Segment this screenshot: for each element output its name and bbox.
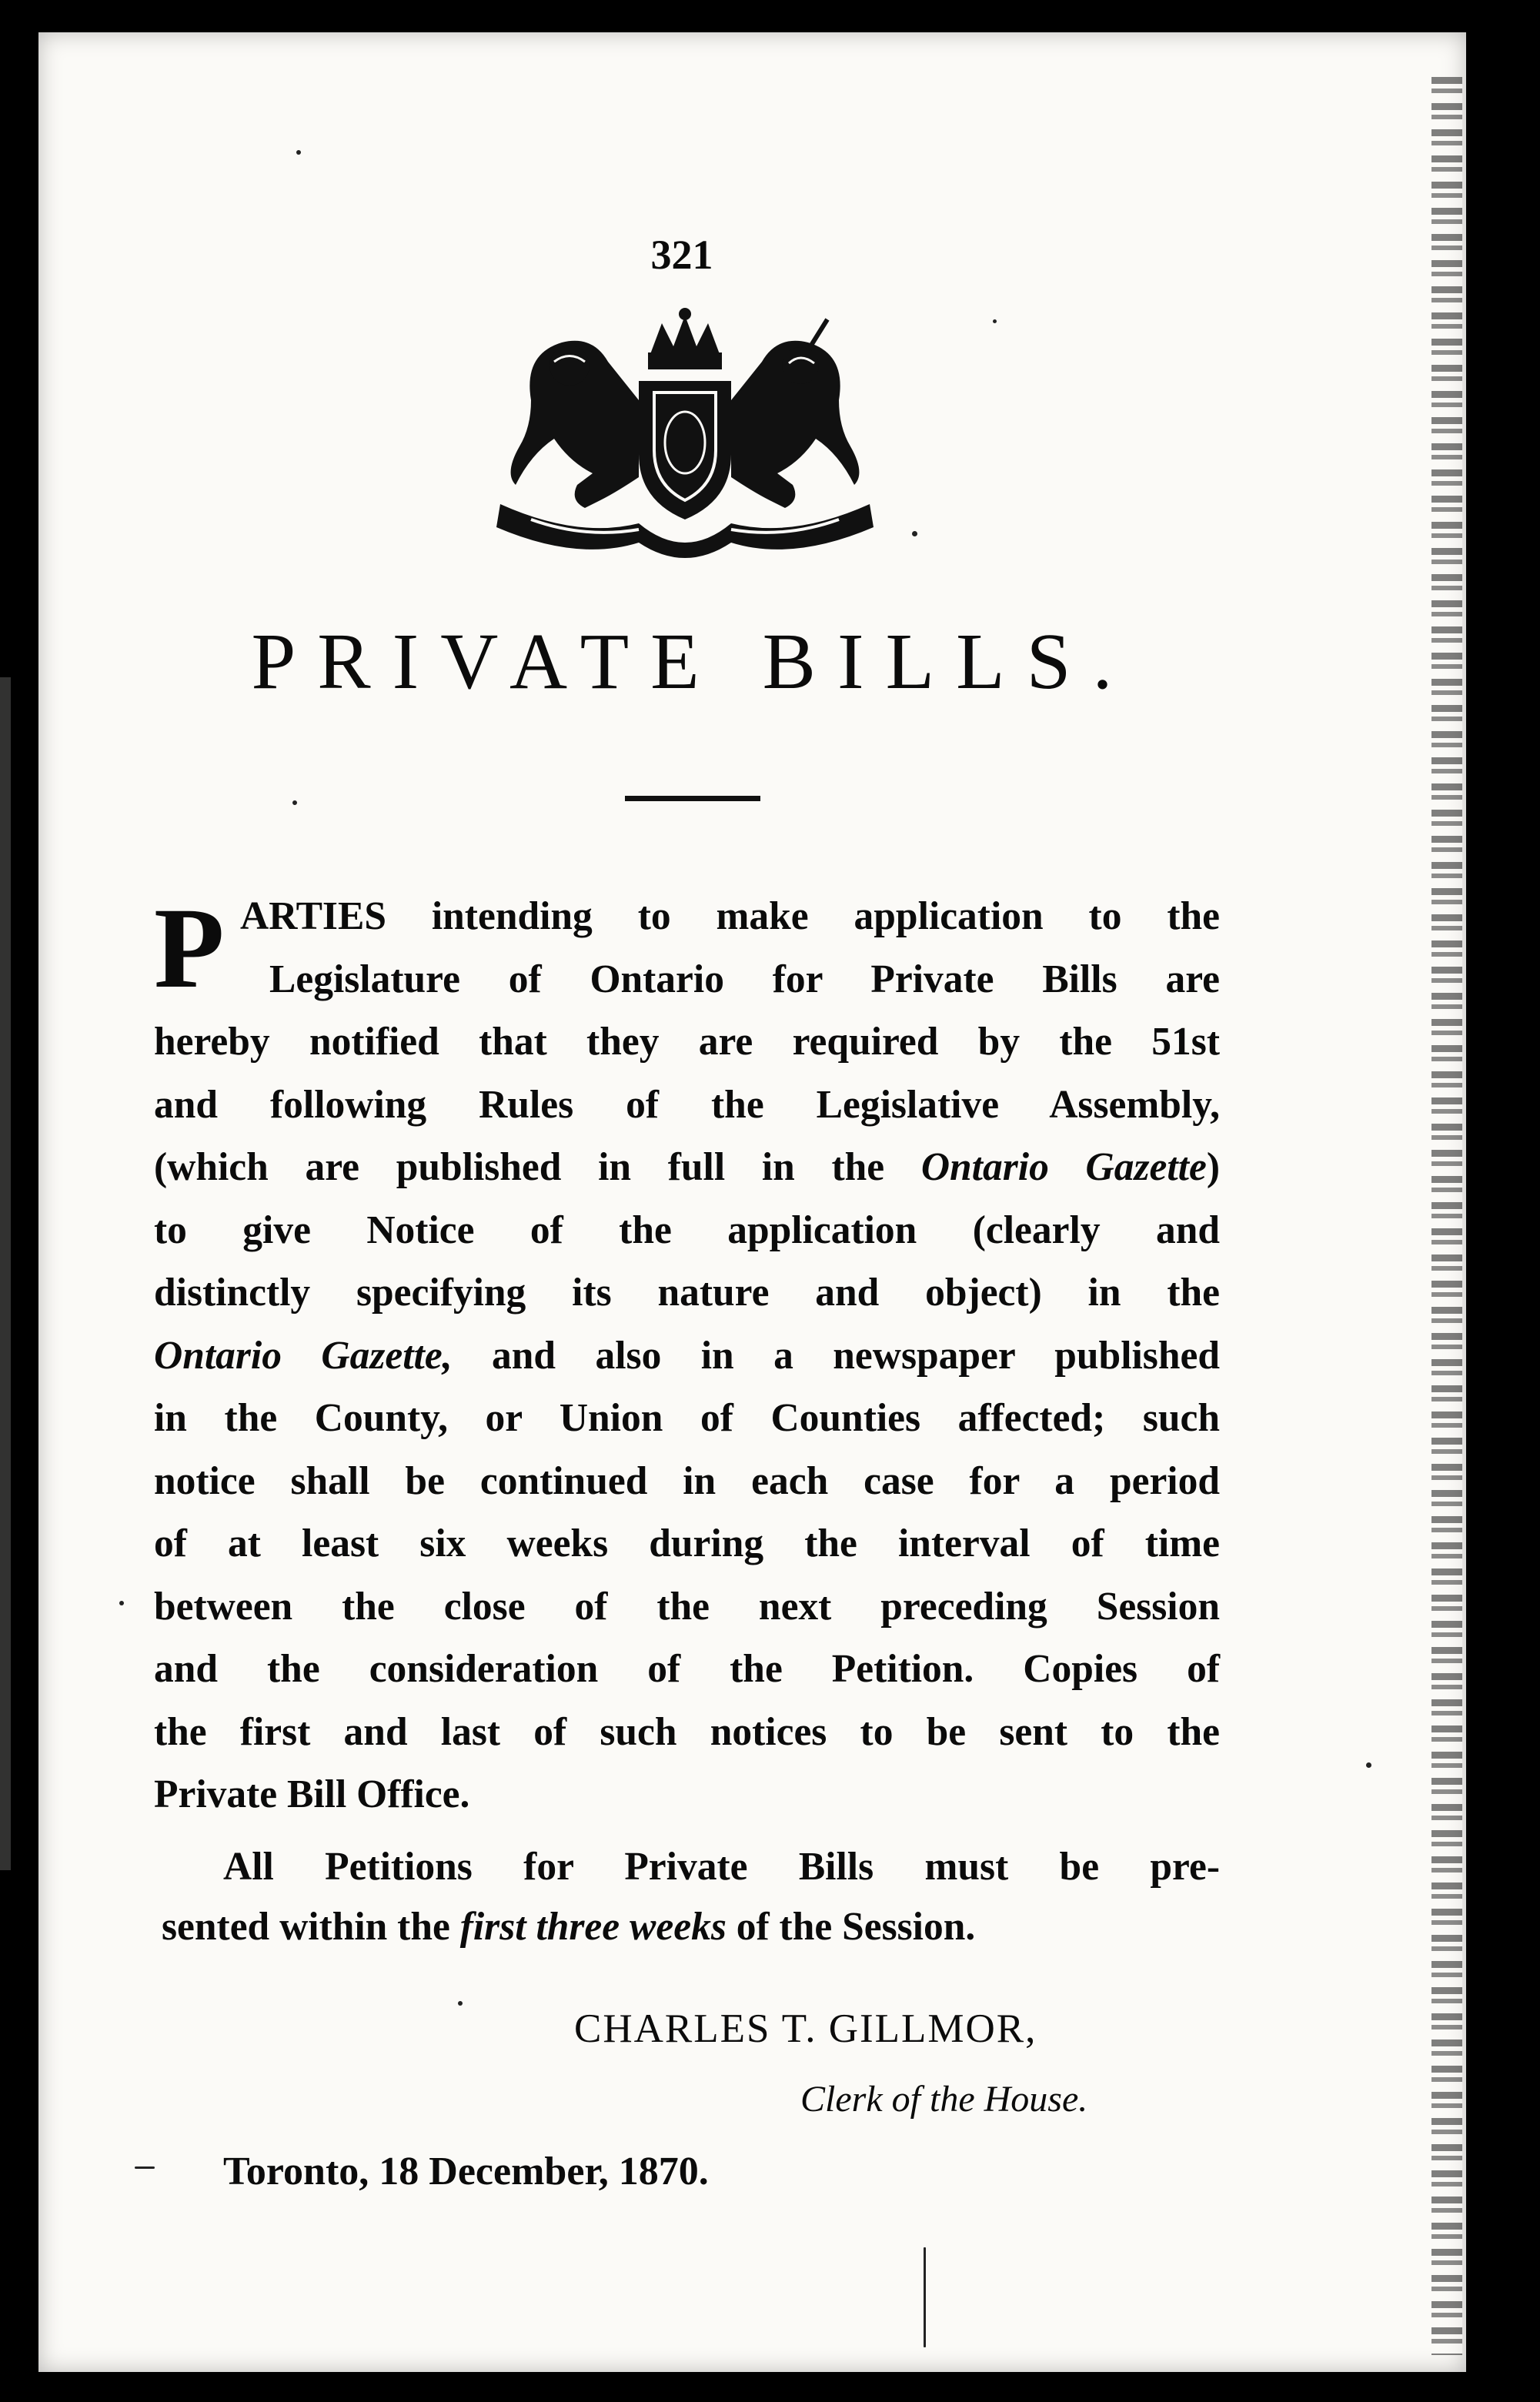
petition-italic-text: first three weeks	[459, 1905, 727, 1949]
notice-text: )	[1206, 1145, 1220, 1189]
petition-line: All Petitions for Private Bills must be pre-	[223, 1845, 1220, 1889]
place-and-date: Toronto, 18 December, 1870.	[223, 2150, 709, 2193]
scan-speck	[292, 800, 297, 805]
petition-text: of the Session.	[726, 1905, 976, 1949]
notice-line: notice shall be continued in each case for a period	[154, 1458, 1220, 1503]
signatory-name: CHARLES T. GILLMOR,	[574, 2006, 1037, 2051]
notice-line	[154, 1325, 1220, 1388]
petition-text: sented within the	[162, 1905, 460, 1949]
page-number: 321	[650, 232, 713, 278]
notice-text: and also in a newspaper published	[452, 1333, 1220, 1378]
notice-line: Legislature of Ontario for Private Bills are	[269, 957, 1220, 1001]
notice-line: ARTIES intending to make application to the	[240, 894, 1220, 938]
page-right-edge	[1431, 77, 1462, 2355]
scan-speck	[924, 2247, 926, 2347]
petition-paragraph	[162, 1837, 1220, 1957]
title-rule	[625, 796, 760, 801]
royal-coat-of-arms-emblem	[485, 308, 885, 570]
notice-line: and following Rules of the Legislative Assembly,	[154, 1082, 1220, 1127]
scan-speck	[296, 150, 301, 155]
scan-speck	[458, 2001, 463, 2006]
petition-line	[162, 1897, 1220, 1957]
notice-line: Private Bill Office.	[154, 1772, 470, 1816]
notice-line: in the County, or Union of Counties affected; such	[154, 1396, 1220, 1440]
notice-text: (which are published in full in the	[154, 1145, 921, 1189]
scan-speck	[912, 531, 917, 536]
notice-line: the first and last of such notices to be sent to the	[154, 1709, 1220, 1754]
notice-line: and the consideration of the Petition. Copies of	[154, 1647, 1220, 1691]
notice-line: distinctly specifying its nature and object) in the	[154, 1271, 1220, 1315]
scan-speck	[135, 2166, 155, 2169]
drop-cap: P	[154, 884, 225, 1012]
page-left-edge	[0, 677, 11, 1870]
notice-line: hereby notified that they are required by the 51st	[154, 1020, 1220, 1064]
scan-speck	[993, 319, 997, 323]
scan-speck	[119, 1601, 124, 1605]
notice-line: to give Notice of the application (clearly and	[154, 1208, 1220, 1252]
notice-line: between the close of the next preceding Session	[154, 1584, 1220, 1629]
notice-line	[154, 1136, 1220, 1199]
scan-speck	[1366, 1762, 1371, 1768]
document-title: PRIVATE BILLS.	[251, 617, 1134, 706]
notice-paragraph	[154, 885, 1220, 1826]
notice-italic-text: Ontario Gazette	[920, 1145, 1207, 1189]
signatory-title: Clerk of the House.	[800, 2079, 1088, 2120]
notice-italic-text: Ontario Gazette,	[154, 1333, 453, 1378]
notice-line: of at least six weeks during the interval of time	[154, 1522, 1220, 1565]
